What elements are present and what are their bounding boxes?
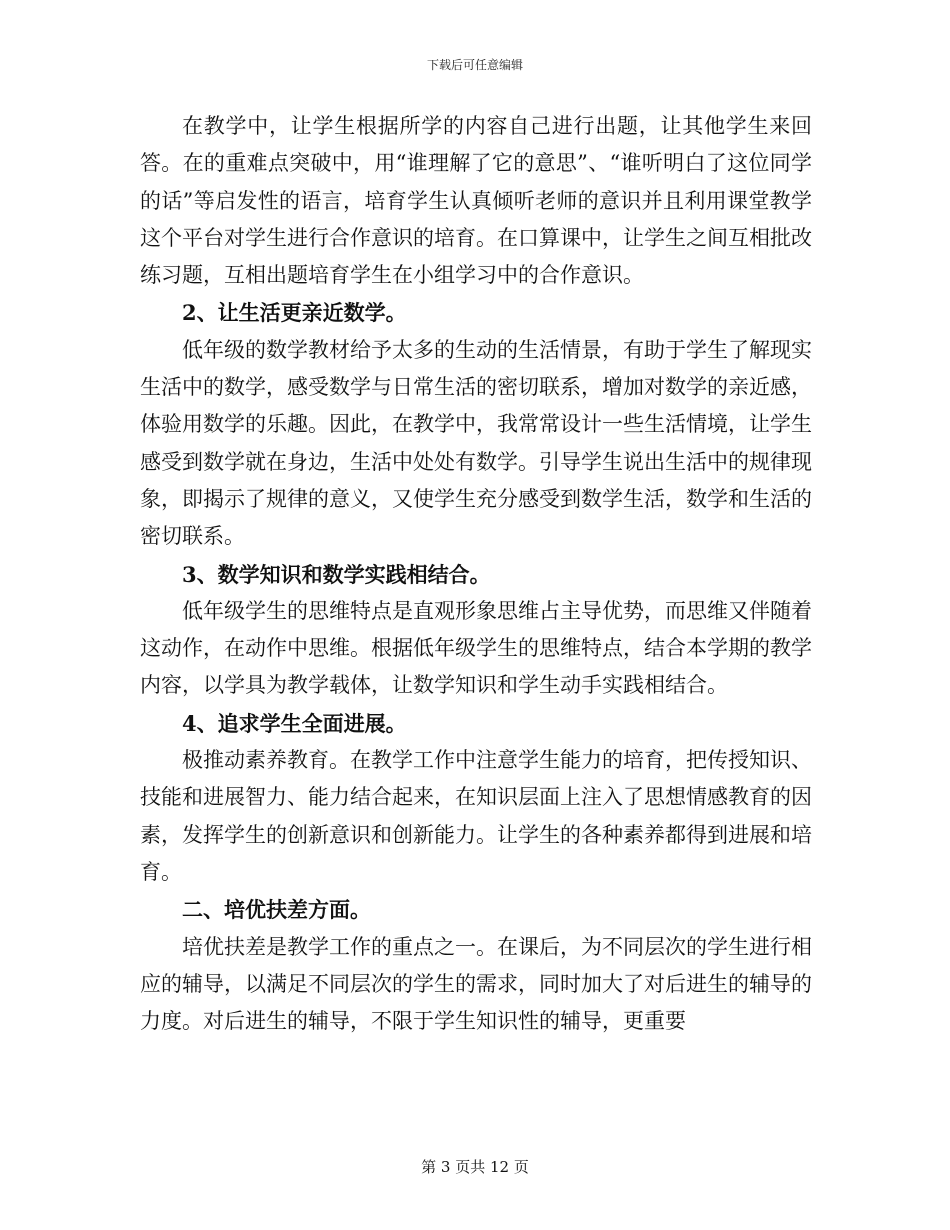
page-header: 下载后可任意编辑 — [426, 58, 523, 72]
heading-development: 4、追求学生全面进展。 — [182, 710, 407, 736]
heading-practice: 3、数学知识和数学实践相结合。 — [182, 561, 491, 587]
heading-life-math: 2、让生活更亲近数学。 — [182, 300, 407, 326]
heading-tutoring: 二、培优扶差方面。 — [182, 897, 371, 923]
paragraph-tutoring: 培优扶差是教学工作的重点之一。在课后，为不同层次的学生进行相应的辅导，以满足不同层次的学生的需求，同时加大了对后进生的辅导的力度。对后进生的辅导，不限于学生知识性的辅导，更重要 — [140, 934, 812, 1034]
paragraph-development: 极推动素养教育。在教学工作中注意学生能力的培育，把传授知识、技能和进展智力、能力结合起来，在知识层面上注入了思想情感教育的因素，发挥学生的创新意识和创新能力。让学生的各种素养都得到进展和培育。 — [140, 748, 812, 884]
document-body — [140, 108, 812, 1040]
paragraph-life-math: 低年级的数学教材给予太多的生动的生活情景，有助于学生了解现实生活中的数学，感受数学与日常生活的密切联系，增加对数学的亲近感，体验用数学的乐趣。因此，在教学中，我常常设计一些生活情境，让学生感受到数学就在身边，生活中处处有数学。引导学生说出生活中的规律现象，即揭示了规律的意义，又使学生充分感受到数学生活，数学和生活的密切联系。 — [140, 337, 812, 549]
page-number: 第 3 页共 12 页 — [421, 1158, 529, 1176]
paragraph-practice: 低年级学生的思维特点是直观形象思维占主导优势，而思维又伴随着这动作，在动作中思维。根据低年级学生的思维特点，结合本学期的教学内容，以学具为教学载体，让数学知识和学生动手实践相结合。 — [140, 598, 812, 698]
paragraph-cooperation: 在教学中，让学生根据所学的内容自己进行出题，让其他学生来回答。在的重难点突破中，用“谁理解了它的意思”、“谁听明白了这位同学的话”等启发性的语言，培育学生认真倾听老师的意识并且利用课堂教学这个平台对学生进行合作意识的培育。在口算课中，让学生之间互相批改练习题，互相出题培育学生在小组学习中的合作意识。 — [140, 114, 812, 288]
